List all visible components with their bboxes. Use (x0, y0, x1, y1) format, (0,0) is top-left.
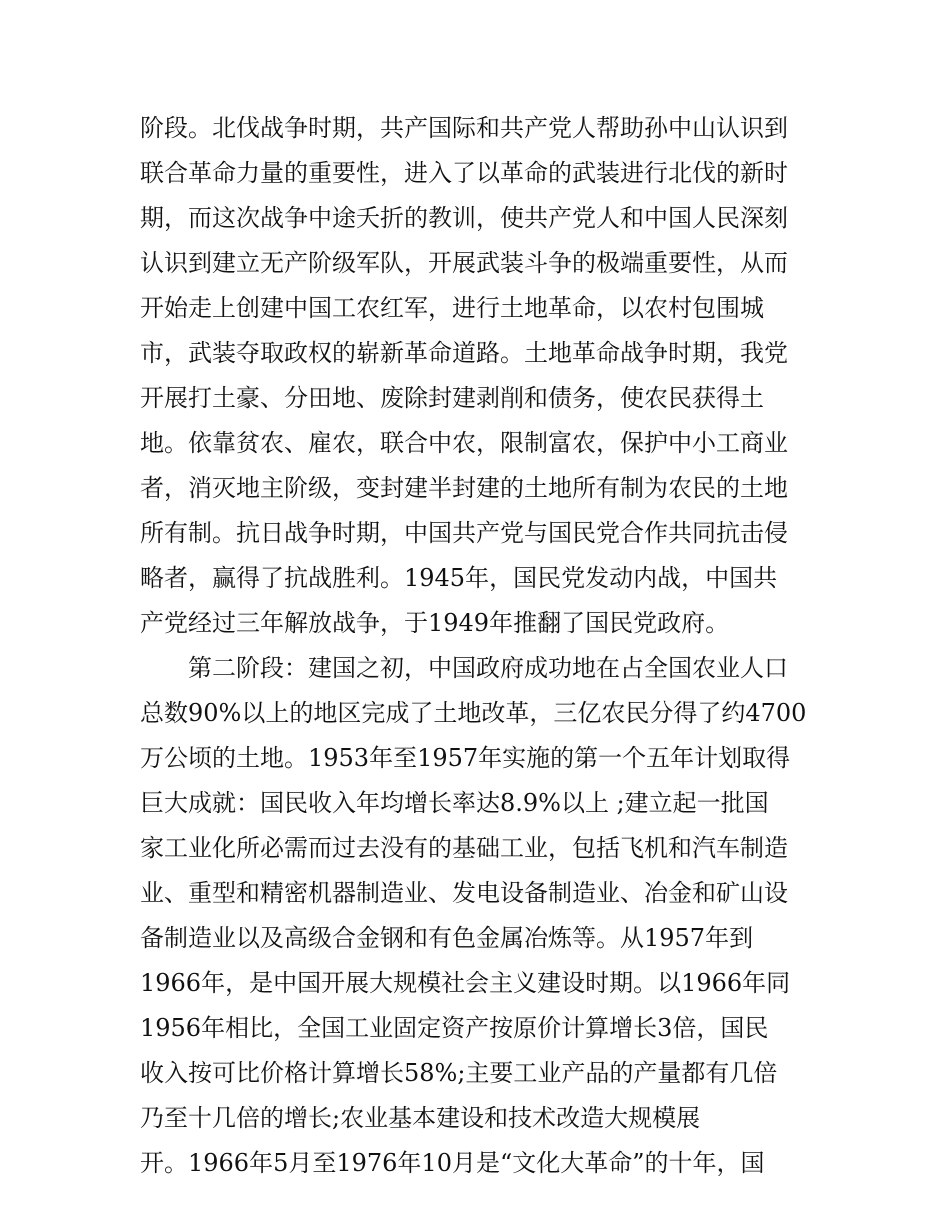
text-line: 认识到建立无产阶级军队，开展武装斗争的极端重要性，从而 (140, 249, 788, 277)
body-text (140, 106, 820, 1186)
text-line: 者，消灭地主阶级，变封建半封建的土地所有制为农民的土地 (140, 474, 788, 502)
text-line: 业、重型和精密机器制造业、发电设备制造业、冶金和矿山设 (140, 879, 788, 907)
text-line: 地。依靠贫农、雇农，联合中农，限制富农，保护中小工商业 (140, 429, 788, 457)
text-line: 阶段。北伐战争时期，共产国际和共产党人帮助孙中山认识到 (140, 114, 788, 142)
text-line: 开展打土豪、分田地、废除封建剥削和债务，使农民获得土 (140, 384, 764, 412)
text-line: 所有制。抗日战争时期，中国共产党与国民党合作共同抗击侵 (140, 519, 788, 547)
text-line: 期，而这次战争中途夭折的教训，使共产党人和中国人民深刻 (140, 204, 788, 232)
text-line: 产党经过三年解放战争，于1949年推翻了国民党政府。 (140, 609, 730, 637)
text-line: 开。1966年5月至1976年10月是“文化大革命”的十年，国 (140, 1149, 765, 1177)
text-line: 开始走上创建中国工农红军，进行土地革命，以农村包围城 (140, 294, 764, 322)
text-line: 备制造业以及高级合金钢和有色金属冶炼等。从1957年到 (140, 924, 754, 952)
text-line: 收入按可比价格计算增长58%;主要工业产品的产量都有几倍 (140, 1059, 778, 1087)
text-line: 万公顷的土地。1953年至1957年实施的第一个五年计划取得 (140, 744, 791, 772)
text-line: 总数90%以上的地区完成了土地改革，三亿农民分得了约4700 (140, 699, 807, 727)
text-line: 乃至十几倍的增长;农业基本建设和技术改造大规模展 (140, 1104, 701, 1132)
text-line: 略者，赢得了抗战胜利。1945年，国民党发动内战，中国共 (140, 564, 778, 592)
text-line: 1956年相比，全国工业固定资产按原价计算增长3倍，国民 (140, 1014, 769, 1042)
text-line: 1966年，是中国开展大规模社会主义建设时期。以1966年同 (140, 969, 791, 997)
text-line: 家工业化所必需而过去没有的基础工业，包括飞机和汽车制造 (140, 834, 788, 862)
text-line: 联合革命力量的重要性，进入了以革命的武装进行北伐的新时 (140, 159, 788, 187)
paragraph-start-line: 第二阶段：建国之初，中国政府成功地在占全国农业人口 (188, 654, 788, 682)
text-line: 巨大成就：国民收入年均增长率达8.9%以上 ;建立起一批国 (140, 789, 769, 817)
text-line: 市，武装夺取政权的崭新革命道路。土地革命战争时期，我党 (140, 339, 788, 367)
